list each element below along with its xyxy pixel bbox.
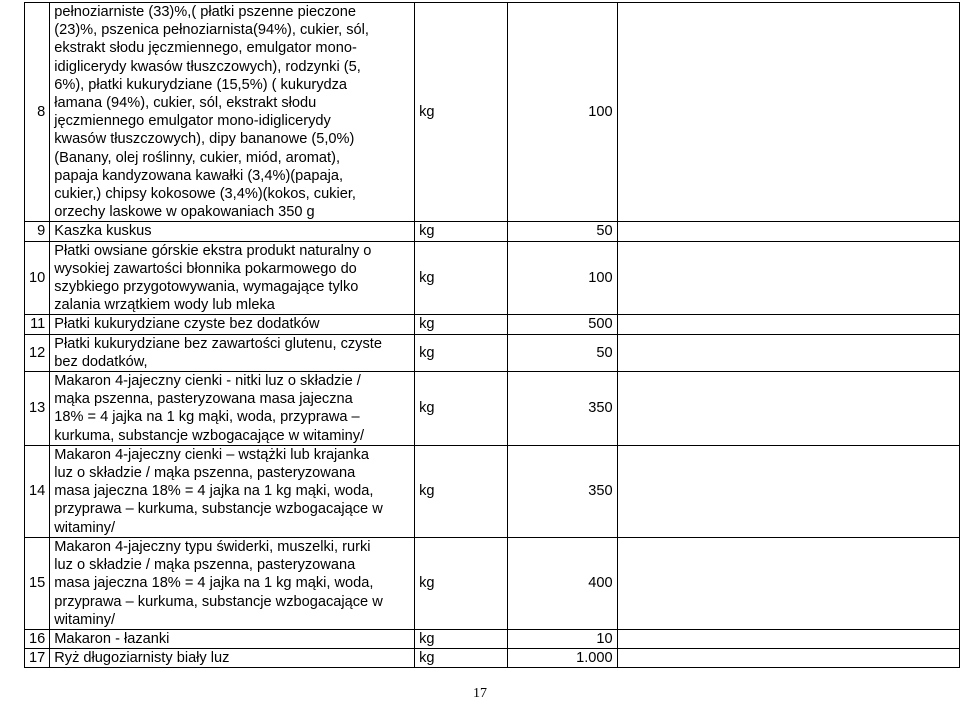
empty-cell xyxy=(617,334,959,371)
description-line: papaja kandyzowana kawałki (3,4%)(papaja, xyxy=(54,167,344,184)
unit-cell: kg xyxy=(415,372,508,446)
description-line: 18% = 4 jajka na 1 kg mąki, woda, przyprawa – xyxy=(54,409,360,426)
description-line: 6%), płatki kukurydziane (15,5%) ( kukurydza xyxy=(54,76,348,93)
unit-cell: kg xyxy=(415,315,508,334)
table-row xyxy=(25,372,960,446)
empty-cell xyxy=(617,649,959,668)
description-line: orzechy laskowe w opakowaniach 350 g xyxy=(54,204,315,221)
table-row xyxy=(25,315,960,334)
description-line: Płatki owsiane górskie ekstra produkt naturalny o xyxy=(54,242,372,259)
product-table xyxy=(24,2,960,668)
description-line: kurkuma, substancje wzbogacające w witaminy/ xyxy=(54,427,365,444)
description-line: luz o składzie / mąka pszenna, pasteryzowana xyxy=(54,465,356,482)
empty-cell xyxy=(617,629,959,648)
product-description xyxy=(50,537,415,629)
unit-cell: kg xyxy=(415,629,508,648)
quantity-cell: 350 xyxy=(508,372,617,446)
row-number: 14 xyxy=(25,445,50,537)
unit-cell: kg xyxy=(415,334,508,371)
product-description xyxy=(50,241,415,315)
quantity-cell: 50 xyxy=(508,222,617,241)
description-line: (23)%, pszenica pełnoziarnista(94%), cukier, sól, xyxy=(54,22,369,39)
quantity-cell: 100 xyxy=(508,241,617,315)
table-row xyxy=(25,629,960,648)
table-row xyxy=(25,334,960,371)
empty-cell xyxy=(617,222,959,241)
table-row xyxy=(25,3,960,222)
description-line: szybkiego przygotowywania, wymagające tylko xyxy=(54,279,359,296)
description-line: łamana (94%), cukier, sól, ekstrakt słodu xyxy=(54,95,317,112)
product-table-body xyxy=(25,3,960,668)
unit-cell: kg xyxy=(415,241,508,315)
description-line: Makaron 4-jajeczny cienki – wstążki lub krajanka xyxy=(54,446,369,463)
unit-cell: kg xyxy=(415,649,508,668)
empty-cell xyxy=(617,445,959,537)
description-line: Makaron - łazanki xyxy=(54,630,170,647)
unit-cell: kg xyxy=(415,3,508,222)
description-line: Płatki kukurydziane bez zawartości glutenu, czyste xyxy=(54,335,382,352)
empty-cell xyxy=(617,372,959,446)
description-line: ekstrakt słodu jęczmiennego, emulgator mono- xyxy=(54,40,357,57)
quantity-cell: 100 xyxy=(508,3,617,222)
product-description xyxy=(50,222,415,241)
empty-cell xyxy=(617,315,959,334)
row-number: 15 xyxy=(25,537,50,629)
description-line: Makaron 4-jajeczny cienki - nitki luz o składzie / xyxy=(54,373,361,390)
description-line: bez dodatków, xyxy=(54,353,148,370)
product-description xyxy=(50,334,415,371)
description-line: witaminy/ xyxy=(54,611,116,628)
unit-cell: kg xyxy=(415,537,508,629)
description-line: witaminy/ xyxy=(54,519,116,536)
table-row xyxy=(25,445,960,537)
description-line: kwasów tłuszczowych), dipy bananowe (5,0%) xyxy=(54,131,355,148)
product-description xyxy=(50,315,415,334)
description-line: mąka pszenna, pasteryzowana masa jajeczna xyxy=(54,391,353,408)
quantity-cell: 500 xyxy=(508,315,617,334)
product-description xyxy=(50,629,415,648)
product-description xyxy=(50,445,415,537)
product-description xyxy=(50,372,415,446)
description-line: przyprawa – kurkuma, substancje wzbogacające w xyxy=(54,501,383,518)
table-row xyxy=(25,222,960,241)
unit-cell: kg xyxy=(415,222,508,241)
quantity-cell: 50 xyxy=(508,334,617,371)
row-number: 10 xyxy=(25,241,50,315)
quantity-cell: 350 xyxy=(508,445,617,537)
description-line: masa jajeczna 18% = 4 jajka na 1 kg mąki, woda, xyxy=(54,483,374,500)
unit-cell: kg xyxy=(415,445,508,537)
description-line: luz o składzie / mąka pszenna, pasteryzowana xyxy=(54,557,356,574)
description-line: idiglicerydy kwasów tłuszczowych), rodzynki (5, xyxy=(54,58,361,75)
description-line: Makaron 4-jajeczny typu świderki, muszelki, rurki xyxy=(54,538,371,555)
description-line: zalania wrzątkiem wody lub mleka xyxy=(54,297,275,314)
empty-cell xyxy=(617,3,959,222)
description-line: (Banany, olej roślinny, cukier, miód, aromat), xyxy=(54,149,341,166)
description-line: Kaszka kuskus xyxy=(54,223,152,240)
description-line: wysokiej zawartości błonnika pokarmowego do xyxy=(54,260,357,277)
description-line: cukier,) chipsy kokosowe (3,4%)(kokos, cukier, xyxy=(54,186,356,203)
empty-cell xyxy=(617,241,959,315)
description-line: jęczmiennego emulgator mono-idiglicerydy xyxy=(54,113,331,130)
description-line: pełnoziarniste (33)%,( płatki pszenne pieczone xyxy=(54,4,357,20)
quantity-cell: 400 xyxy=(508,537,617,629)
product-description xyxy=(50,3,415,222)
description-line: przyprawa – kurkuma, substancje wzbogacające w xyxy=(54,593,383,610)
product-description xyxy=(50,649,415,668)
row-number: 17 xyxy=(25,649,50,668)
description-line: Ryż długoziarnisty biały luz xyxy=(54,650,230,667)
quantity-cell: 10 xyxy=(508,629,617,648)
row-number: 11 xyxy=(25,315,50,334)
empty-cell xyxy=(617,537,959,629)
table-row xyxy=(25,241,960,315)
table-row xyxy=(25,537,960,629)
page-number: 17 xyxy=(473,686,487,701)
row-number: 12 xyxy=(25,334,50,371)
table-row xyxy=(25,649,960,668)
quantity-cell: 1.000 xyxy=(508,649,617,668)
row-number: 13 xyxy=(25,372,50,446)
row-number: 9 xyxy=(25,222,50,241)
row-number: 16 xyxy=(25,629,50,648)
description-line: Płatki kukurydziane czyste bez dodatków xyxy=(54,316,320,333)
description-line: masa jajeczna 18% = 4 jajka na 1 kg mąki, woda, xyxy=(54,575,374,592)
row-number: 8 xyxy=(25,3,50,222)
